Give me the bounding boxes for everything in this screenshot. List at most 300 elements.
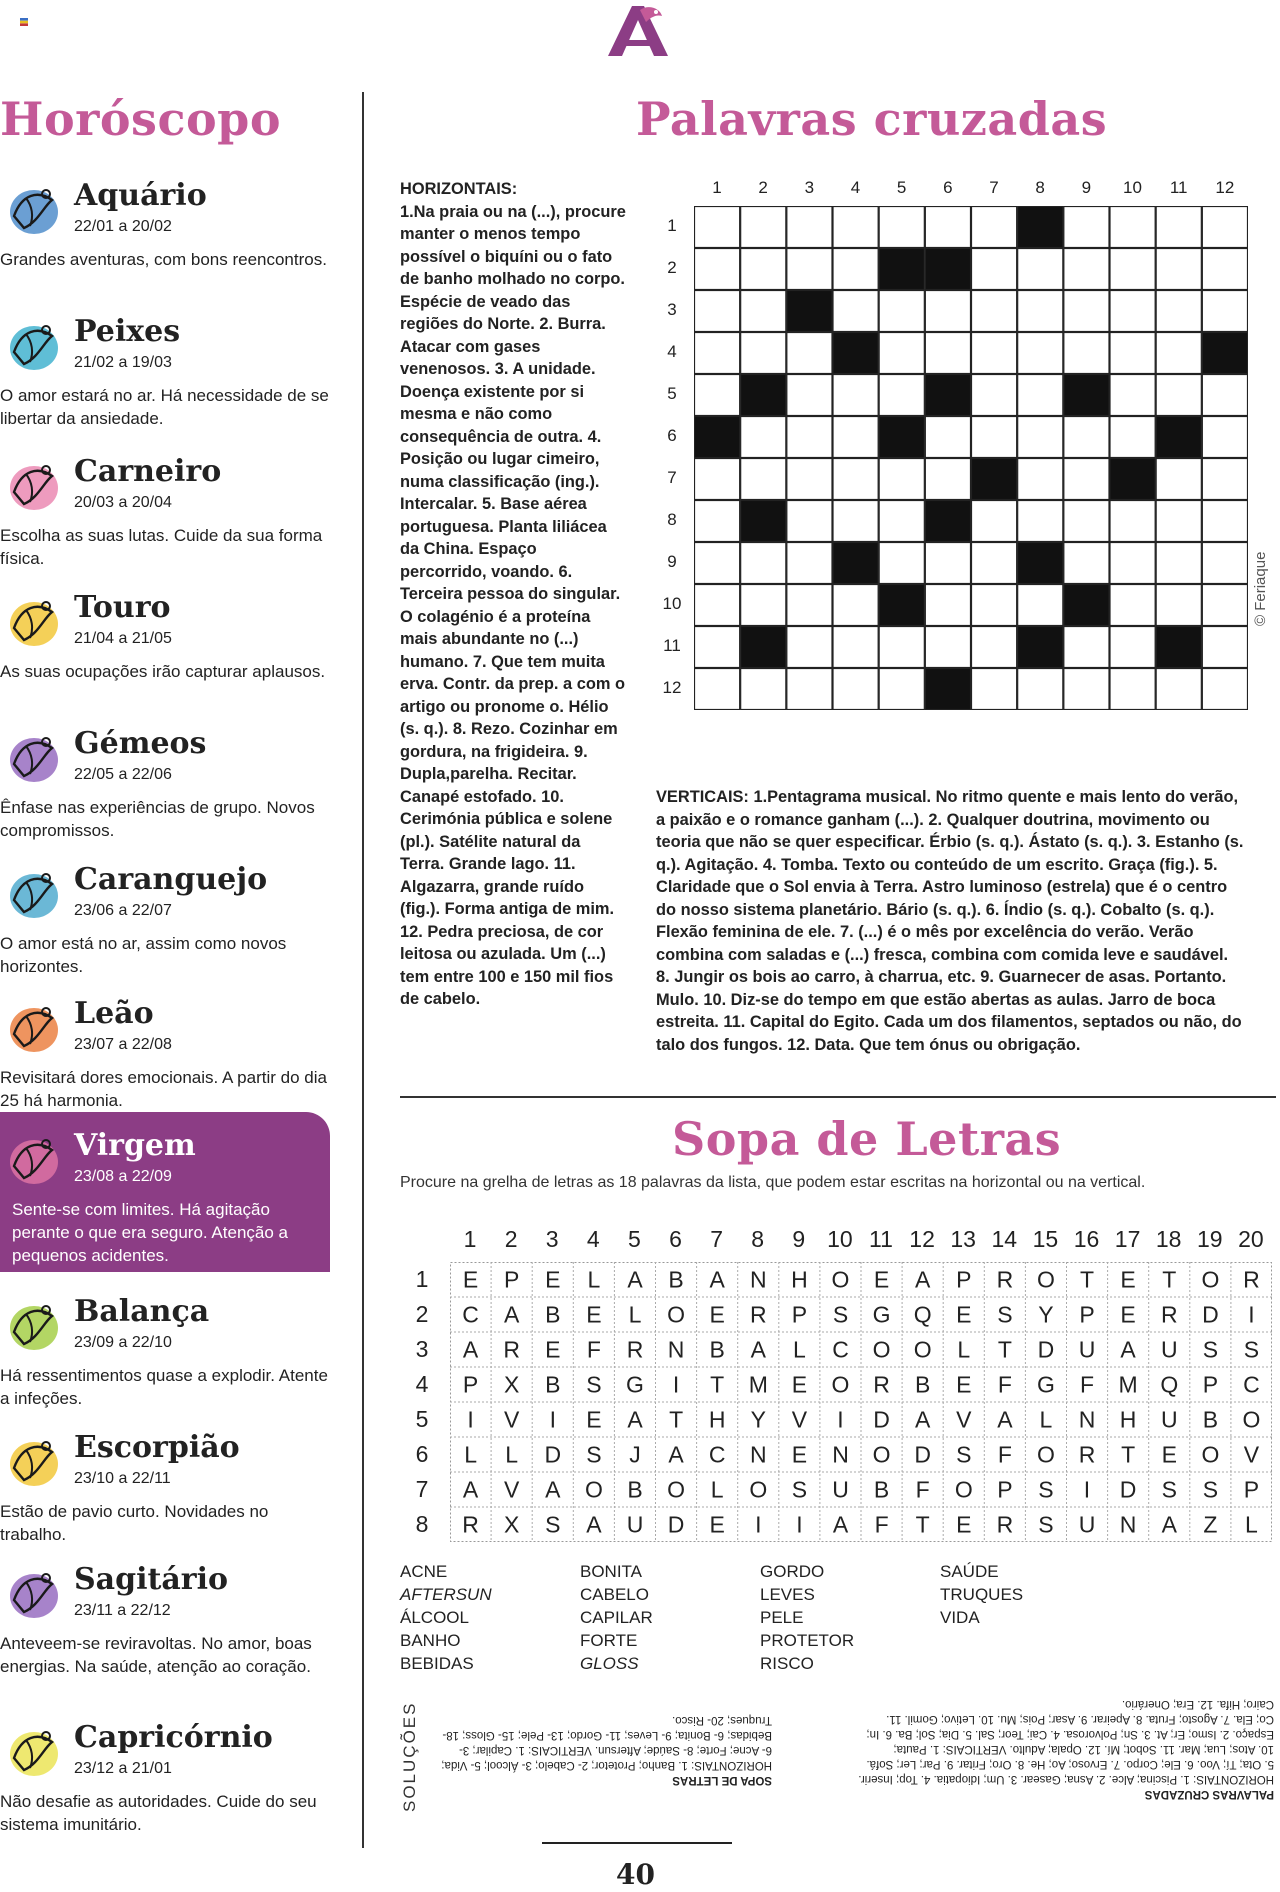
word-list-column bbox=[400, 1560, 492, 1675]
crossword-cell[interactable] bbox=[972, 207, 1017, 248]
vertical-label: VERTICAIS: bbox=[656, 788, 749, 806]
sign-dates: 22/05 a 22/06 bbox=[74, 766, 172, 783]
crossword-black-cell bbox=[1018, 627, 1063, 668]
wordsearch-instructions: Procure na grelha de letras as 18 palavras da lista, que podem estar escritas na horizontal ou na vertical. bbox=[400, 1174, 1146, 1191]
crossword-black-cell bbox=[1018, 543, 1063, 584]
sign-forecast: Estão de pavio curto. Novidades no trabalho. bbox=[0, 1502, 269, 1544]
crossword-row-number: 12 bbox=[662, 678, 682, 697]
crossword-cell[interactable] bbox=[787, 459, 832, 500]
wordsearch-col-number: 14 bbox=[991, 1226, 1018, 1252]
crossword-cell[interactable] bbox=[741, 207, 786, 248]
wordsearch-grid bbox=[450, 1262, 1272, 1542]
sign-name: Touro bbox=[74, 590, 171, 625]
wordsearch-col-number: 9 bbox=[792, 1226, 806, 1252]
solutions-crossword bbox=[858, 1696, 1274, 1801]
crossword-cell[interactable] bbox=[879, 543, 924, 584]
word-list-item: SAÚDE bbox=[940, 1562, 999, 1581]
crossword-cell[interactable] bbox=[1110, 291, 1155, 332]
wordsearch-row[interactable]: PXBSGITMEORBEFGFMQPC bbox=[462, 1371, 1260, 1398]
solutions-crossword-text: HORIZONTAIS: 1. Piscina; Alce. 2. Asna; Gasear. 3. Um; Idiopatia. 4. Top; Inserir. 5. Ota; Tí; Voo. 6. Ele; Corpo. 7. Ervoso; Ao; He. 8. Oro; Fritar. 9. Par; Ler; Sofá. 10. Atos; Lua; Mar. 11. Sobot; Mí. 12. Opala; Adulto. VERTICAIS: 1. Pauta; Espaço. 2. Ismo; Er; At. 3. Sn; Polvorosa. 4. Cai; Teor; Sal. 5. Dia; Sol; Ba. 6. In; Co; Ela. 7. Agosto; Fruta. 8. Apeirar. 9. Asar; Pois; Mu. 10. Letivo; Gomil. 11. Cairo; Hifa. 12. Era; Onerário. bbox=[858, 1698, 1274, 1785]
crossword-col-number: 7 bbox=[989, 178, 999, 197]
corner-mark-icon bbox=[20, 18, 28, 26]
word-list-item: GLOSS bbox=[580, 1654, 639, 1673]
crossword-cell[interactable] bbox=[787, 417, 832, 458]
crossword-col-number: 5 bbox=[896, 178, 907, 197]
crossword-cell[interactable] bbox=[925, 333, 970, 374]
crossword-cell[interactable] bbox=[972, 375, 1017, 416]
vertical-clues-text: 1.Pentagrama musical. No ritmo quente e mais lento do verão, a paixão e o romance ganham (...). 2. Qualquer doutrina, movimento ou teoria que não se quer especificar. Érbio (s. q.). Ástato (s. q.). 3. Estanho (s. q.). Agitação. 4. Tomba. Texto ou conteúdo de um escrito. Graça (fig.). 5. Claridade que o Sol envia à Terra. Astro luminoso (estrela) que é o centro do nosso sistema planetário. Bário (s. q.). 6. Índio (s. q.). Cobalto (s. q.). Flexão feminina de ele. 7. (...) é o mês por excelência do verão. Verão combina com saladas e (...) fresca, combina com comida leve e saudável. 8. Jungir os bois ao carro, à charrua, etc. 9. Guarnecer de asas. Portanto. Mulo. 10. Diz-se do tempo em que estão abertas as aulas. Jarro de boca estreita. 11. Capital do Egito. Cada um dos filamentos, septados ou não, do talo dos fungos. 12. Data. Que tem ónus ou obrigação. bbox=[656, 788, 1244, 1054]
wordsearch-row[interactable]: AVAOBOLOSUBFOPSIDSSP bbox=[462, 1476, 1260, 1503]
sign-name: Escorpião bbox=[74, 1430, 240, 1465]
crossword-cell[interactable] bbox=[695, 375, 740, 416]
wordsearch-row-number: 4 bbox=[415, 1371, 429, 1397]
crossword-cell[interactable] bbox=[1110, 585, 1155, 626]
crossword-cell[interactable] bbox=[879, 459, 924, 500]
crossword-cell[interactable] bbox=[833, 249, 878, 290]
carneiro-zodiac-icon bbox=[4, 452, 66, 518]
horoscope-title: Horóscopo bbox=[0, 92, 281, 146]
crossword-title: Palavras cruzadas bbox=[636, 92, 1108, 146]
sign-name: Leão bbox=[74, 996, 154, 1031]
crossword-cell[interactable] bbox=[741, 249, 786, 290]
crossword-col-number: 3 bbox=[804, 178, 815, 197]
crossword-cell[interactable] bbox=[1156, 249, 1201, 290]
crossword-black-cell bbox=[741, 375, 786, 416]
crossword-cell[interactable] bbox=[1110, 627, 1155, 668]
crossword-cell[interactable] bbox=[1064, 501, 1109, 542]
crossword-row-number: 11 bbox=[663, 636, 681, 655]
word-list-item: RISCO bbox=[760, 1654, 814, 1673]
crossword-black-cell bbox=[1202, 333, 1247, 374]
crossword-cell[interactable] bbox=[1202, 291, 1247, 332]
crossword-black-cell bbox=[833, 333, 878, 374]
wordsearch-col-number: 20 bbox=[1238, 1226, 1264, 1252]
wordsearch-row-number: 3 bbox=[415, 1336, 429, 1362]
crossword-cell[interactable] bbox=[1202, 207, 1247, 248]
crossword-cell[interactable] bbox=[787, 333, 832, 374]
crossword-col-number: 4 bbox=[850, 178, 861, 197]
wordsearch-col-number: 2 bbox=[504, 1226, 518, 1252]
crossword-cell[interactable] bbox=[925, 291, 970, 332]
footer-line bbox=[542, 1842, 732, 1844]
crossword-cell[interactable] bbox=[879, 207, 924, 248]
sign-name: Carneiro bbox=[74, 454, 222, 489]
word-list-item: FORTE bbox=[580, 1631, 638, 1650]
crossword-cell[interactable] bbox=[879, 375, 924, 416]
word-list-column bbox=[580, 1560, 653, 1675]
sign-dates: 23/06 a 22/07 bbox=[74, 902, 172, 919]
sign-name: Capricórnio bbox=[74, 1720, 273, 1755]
crossword-cell[interactable] bbox=[1064, 333, 1109, 374]
crossword-cell[interactable] bbox=[833, 207, 878, 248]
crossword-cell[interactable] bbox=[925, 585, 970, 626]
crossword-cell[interactable] bbox=[972, 627, 1017, 668]
crossword-cell[interactable] bbox=[1202, 543, 1247, 584]
crossword-cell[interactable] bbox=[1202, 417, 1247, 458]
crossword-cell[interactable] bbox=[925, 417, 970, 458]
crossword-cell[interactable] bbox=[1018, 669, 1063, 710]
crossword-black-cell bbox=[1064, 585, 1109, 626]
word-list-item: ACNE bbox=[400, 1562, 448, 1581]
crossword-cell[interactable] bbox=[833, 459, 878, 500]
crossword-cell[interactable] bbox=[972, 501, 1017, 542]
wordsearch-col-number: 10 bbox=[827, 1226, 853, 1252]
word-list-item: CAPILAR bbox=[580, 1608, 653, 1627]
crossword-cell[interactable] bbox=[741, 459, 786, 500]
sign-name: Sagitário bbox=[74, 1562, 228, 1597]
crossword-cell[interactable] bbox=[1156, 459, 1201, 500]
crossword-cell[interactable] bbox=[1018, 375, 1063, 416]
crossword-cell[interactable] bbox=[879, 627, 924, 668]
sign-forecast: Ênfase nas experiências de grupo. Novos compromissos. bbox=[0, 798, 315, 840]
sign-forecast: Revisitará dores emocionais. A partir do dia 25 há harmonia. bbox=[0, 1068, 327, 1110]
wordsearch-col-number: 5 bbox=[627, 1226, 641, 1252]
wordsearch-row-number: 6 bbox=[415, 1441, 429, 1467]
crossword-cell[interactable] bbox=[1110, 543, 1155, 584]
sign-dates: 23/08 a 22/09 bbox=[74, 1168, 172, 1185]
crossword-cell[interactable] bbox=[833, 291, 878, 332]
crossword-cell[interactable] bbox=[972, 543, 1017, 584]
sign-forecast: As suas ocupações irão capturar aplausos. bbox=[0, 662, 326, 681]
word-list-item: TRUQUES bbox=[940, 1585, 1024, 1604]
wordsearch-row-number: 2 bbox=[415, 1301, 429, 1327]
wordsearch-col-number: 15 bbox=[1032, 1226, 1059, 1252]
sign-forecast: Escolha as suas lutas. Cuide da sua forma física. bbox=[0, 526, 323, 568]
crossword-cell[interactable] bbox=[1018, 585, 1063, 626]
crossword-cell[interactable] bbox=[1110, 501, 1155, 542]
crossword-black-cell bbox=[787, 291, 832, 332]
crossword-black-cell bbox=[879, 585, 924, 626]
crossword-cell[interactable] bbox=[879, 669, 924, 710]
crossword-col-number: 6 bbox=[943, 178, 953, 197]
crossword-cell[interactable] bbox=[695, 459, 740, 500]
crossword-col-number: 8 bbox=[1035, 178, 1045, 197]
crossword-cell[interactable] bbox=[1018, 417, 1063, 458]
wordsearch-row[interactable]: AREFRNBALCOOLTDUAUSS bbox=[462, 1336, 1260, 1363]
word-list-item: ÁLCOOL bbox=[400, 1608, 469, 1627]
crossword-black-cell bbox=[925, 249, 970, 290]
crossword-cell[interactable] bbox=[1064, 459, 1109, 500]
wordsearch-row-number: 8 bbox=[415, 1511, 429, 1537]
crossword-cell[interactable] bbox=[833, 627, 878, 668]
crossword-black-cell bbox=[1110, 459, 1155, 500]
sign-name: Caranguejo bbox=[74, 862, 268, 897]
touro-zodiac-icon bbox=[4, 588, 66, 654]
solutions-wordsearch-title: SOPA DE LETRAS bbox=[672, 1774, 772, 1786]
crossword-row-number: 7 bbox=[667, 468, 677, 487]
sagitario-zodiac-icon bbox=[4, 1560, 66, 1626]
word-list-item: BEBIDAS bbox=[400, 1654, 474, 1673]
crossword-cell[interactable] bbox=[1110, 375, 1155, 416]
sign-dates: 21/02 a 19/03 bbox=[74, 354, 172, 371]
crossword-black-cell bbox=[925, 669, 970, 710]
word-list-item: GORDO bbox=[760, 1562, 825, 1581]
crossword-cell[interactable] bbox=[695, 333, 740, 374]
sign-dates: 23/10 a 22/11 bbox=[74, 1470, 171, 1487]
crossword-col-number: 1 bbox=[712, 178, 722, 197]
crossword-cell[interactable] bbox=[695, 585, 740, 626]
crossword-cell[interactable] bbox=[1018, 459, 1063, 500]
sign-name: Virgem bbox=[74, 1128, 196, 1163]
crossword-cell[interactable] bbox=[879, 501, 924, 542]
crossword-cell[interactable] bbox=[1202, 627, 1247, 668]
word-list-column bbox=[940, 1560, 1023, 1629]
sign-virgem bbox=[0, 1112, 330, 1272]
crossword-cell[interactable] bbox=[695, 207, 740, 248]
crossword-cell[interactable] bbox=[787, 207, 832, 248]
crossword-cell[interactable] bbox=[1202, 585, 1247, 626]
sign-forecast: O amor está no ar, assim como novos horizontes. bbox=[0, 934, 287, 976]
sign-dates: 23/11 a 22/12 bbox=[74, 1602, 171, 1619]
crossword-black-cell bbox=[741, 627, 786, 668]
crossword-cell[interactable] bbox=[925, 207, 970, 248]
wordsearch-col-number: 1 bbox=[463, 1226, 477, 1252]
crossword-black-cell bbox=[925, 501, 970, 542]
crossword-cell[interactable] bbox=[1064, 417, 1109, 458]
crossword-cell[interactable] bbox=[787, 501, 832, 542]
crossword-cell[interactable] bbox=[833, 417, 878, 458]
peixes-zodiac-icon bbox=[4, 312, 66, 378]
caranguejo-zodiac-icon bbox=[4, 860, 66, 926]
crossword-cell[interactable] bbox=[833, 585, 878, 626]
wordsearch-col-number: 18 bbox=[1155, 1226, 1182, 1252]
crossword-cell[interactable] bbox=[925, 543, 970, 584]
crossword-cell[interactable] bbox=[741, 669, 786, 710]
word-list-item: PELE bbox=[760, 1608, 804, 1627]
sign-forecast: Sente-se com limites. Há agitação perante o que era seguro. Atenção a pequenos acidentes. bbox=[12, 1200, 288, 1265]
solutions-label: SOLUÇÕES bbox=[400, 1701, 419, 1812]
crossword-cell[interactable] bbox=[972, 417, 1017, 458]
crossword-col-number: 11 bbox=[1169, 178, 1188, 197]
crossword-cell[interactable] bbox=[1156, 543, 1201, 584]
crossword-row-number: 8 bbox=[667, 510, 677, 529]
word-list-item: PROTETOR bbox=[760, 1631, 855, 1650]
wordsearch-row[interactable]: EPELABANHOEAPROTETOR bbox=[462, 1266, 1260, 1293]
sign-name: Peixes bbox=[74, 314, 181, 349]
word-list-item: LEVES bbox=[760, 1585, 815, 1604]
sign-dates: 23/07 a 22/08 bbox=[74, 1036, 172, 1053]
crossword-cell[interactable] bbox=[1202, 501, 1247, 542]
page-number: 40 bbox=[616, 1858, 655, 1891]
wordsearch-row-number: 7 bbox=[415, 1476, 429, 1502]
column-divider bbox=[362, 92, 364, 1848]
crossword-cell[interactable] bbox=[695, 501, 740, 542]
crossword-cell[interactable] bbox=[1156, 291, 1201, 332]
crossword-credit: © Feriaque bbox=[1252, 551, 1269, 626]
word-list-item: CABELO bbox=[580, 1585, 649, 1604]
crossword-row-number: 3 bbox=[667, 300, 677, 319]
sign-dates: 23/09 a 22/10 bbox=[74, 1334, 172, 1351]
word-list-item: VIDA bbox=[940, 1608, 980, 1627]
crossword-black-cell bbox=[879, 417, 924, 458]
crossword-cell[interactable] bbox=[1064, 669, 1109, 710]
crossword-cell[interactable] bbox=[1202, 375, 1247, 416]
sign-name: Gémeos bbox=[74, 726, 207, 761]
crossword-horizontal-clues bbox=[400, 178, 626, 1011]
crossword-cell[interactable] bbox=[972, 585, 1017, 626]
crossword-cell[interactable] bbox=[879, 291, 924, 332]
crossword-cell[interactable] bbox=[1156, 669, 1201, 710]
crossword-row-number: 4 bbox=[667, 342, 677, 361]
crossword-col-number: 9 bbox=[1081, 178, 1092, 197]
brand-logo-icon bbox=[604, 0, 672, 60]
crossword-cell[interactable] bbox=[1064, 207, 1109, 248]
word-list-item: BANHO bbox=[400, 1631, 461, 1650]
sign-forecast: O amor estará no ar. Há necessidade de se libertar da ansiedade. bbox=[0, 386, 329, 428]
crossword-cell[interactable] bbox=[787, 585, 832, 626]
wordsearch-row[interactable]: RXSAUDEIIAFTERSUNAZL bbox=[462, 1511, 1258, 1538]
crossword-cell[interactable] bbox=[833, 501, 878, 542]
crossword-cell[interactable] bbox=[925, 627, 970, 668]
sign-forecast: Grandes aventuras, com bons reencontros. bbox=[0, 250, 327, 269]
solutions-crossword-title: PALAVRAS CRUZADAS bbox=[1144, 1788, 1274, 1800]
crossword-col-number: 12 bbox=[1215, 178, 1235, 197]
sign-forecast: Anteveem-se reviravoltas. No amor, boas energias. Na saúde, atenção ao coração. bbox=[0, 1634, 312, 1676]
crossword-cell[interactable] bbox=[787, 627, 832, 668]
sign-dates: 21/04 a 21/05 bbox=[74, 630, 172, 647]
crossword-cell[interactable] bbox=[741, 291, 786, 332]
crossword-row-number: 1 bbox=[667, 216, 677, 235]
wordsearch-col-number: 17 bbox=[1114, 1226, 1141, 1252]
wordsearch-col-number: 12 bbox=[909, 1226, 935, 1252]
wordsearch-col-number: 19 bbox=[1197, 1226, 1223, 1252]
crossword-cell[interactable] bbox=[741, 417, 786, 458]
crossword-cell[interactable] bbox=[741, 585, 786, 626]
capricornio-zodiac-icon bbox=[4, 1718, 66, 1784]
crossword-cell[interactable] bbox=[787, 249, 832, 290]
sign-dates: 22/01 a 20/02 bbox=[74, 218, 172, 235]
crossword-cell[interactable] bbox=[972, 291, 1017, 332]
wordsearch-col-number: 13 bbox=[950, 1226, 976, 1252]
crossword-black-cell bbox=[972, 459, 1017, 500]
sign-forecast: Há ressentimentos quase a explodir. Atente a infeções. bbox=[0, 1366, 328, 1408]
wordsearch-col-number: 8 bbox=[751, 1226, 765, 1252]
crossword-black-cell bbox=[879, 249, 924, 290]
crossword-grid bbox=[694, 206, 1248, 710]
crossword-cell[interactable] bbox=[787, 669, 832, 710]
crossword-cell[interactable] bbox=[972, 333, 1017, 374]
virgem-zodiac-icon bbox=[4, 1126, 66, 1192]
crossword-black-cell bbox=[1156, 627, 1201, 668]
crossword-cell[interactable] bbox=[925, 459, 970, 500]
crossword-cell[interactable] bbox=[1156, 207, 1201, 248]
wordsearch-col-number: 4 bbox=[586, 1226, 600, 1252]
sign-name: Aquário bbox=[74, 178, 207, 213]
wordsearch-col-number: 11 bbox=[869, 1226, 893, 1252]
wordsearch-col-number: 7 bbox=[710, 1226, 723, 1252]
crossword-cell[interactable] bbox=[695, 291, 740, 332]
aquario-zodiac-icon bbox=[4, 176, 66, 242]
wordsearch-row[interactable]: IVIEATHYVIDAVALNHUBO bbox=[467, 1406, 1261, 1433]
crossword-cell[interactable] bbox=[1064, 291, 1109, 332]
crossword-cell[interactable] bbox=[972, 249, 1017, 290]
crossword-black-cell bbox=[1064, 375, 1109, 416]
crossword-cell[interactable] bbox=[1110, 249, 1155, 290]
sign-dates: 20/03 a 20/04 bbox=[74, 494, 172, 511]
sign-name: Balança bbox=[74, 1294, 210, 1329]
crossword-cell[interactable] bbox=[1110, 333, 1155, 374]
crossword-cell[interactable] bbox=[1156, 375, 1201, 416]
crossword-cell[interactable] bbox=[1064, 543, 1109, 584]
crossword-col-number: 10 bbox=[1123, 178, 1142, 197]
crossword-cell[interactable] bbox=[787, 543, 832, 584]
crossword-cell[interactable] bbox=[1018, 333, 1063, 374]
word-list-item: BONITA bbox=[580, 1562, 643, 1581]
crossword-cell[interactable] bbox=[833, 375, 878, 416]
wordsearch-col-number: 3 bbox=[545, 1226, 559, 1252]
wordsearch-row[interactable]: CABELOERPSGQESYPERDI bbox=[462, 1301, 1255, 1328]
crossword-cell[interactable] bbox=[1156, 333, 1201, 374]
crossword-cell[interactable] bbox=[972, 669, 1017, 710]
crossword-col-number: 2 bbox=[758, 178, 768, 197]
crossword-cell[interactable] bbox=[1064, 249, 1109, 290]
leao-zodiac-icon bbox=[4, 994, 66, 1060]
solutions-wordsearch-text: HORIZONTAIS: 1. Banho; Protetor; 2- Cabelo; 3- Álcool; 5- Vida; 6- Acne; Forte; 8- Saúde; Aftersun. VERTICAIS: 1. Capilar; 3- Bebidas; 6- Bonita; 9- Leves; 11- Gordo; 13- Pele; 15- Gloss; 18- Truques; 20- Risco. bbox=[441, 1714, 772, 1771]
crossword-cell[interactable] bbox=[1018, 249, 1063, 290]
crossword-cell[interactable] bbox=[1018, 291, 1063, 332]
crossword-row-number: 5 bbox=[667, 384, 677, 403]
wordsearch-row-number: 1 bbox=[415, 1266, 429, 1292]
crossword-row-number: 6 bbox=[667, 426, 677, 445]
crossword-cell[interactable] bbox=[695, 627, 740, 668]
crossword-row-number: 9 bbox=[667, 552, 677, 571]
balanca-zodiac-icon bbox=[4, 1292, 66, 1358]
crossword-cell[interactable] bbox=[1156, 585, 1201, 626]
crossword-cell[interactable] bbox=[1110, 207, 1155, 248]
crossword-vertical-clues bbox=[656, 786, 1246, 1056]
crossword-cell[interactable] bbox=[1110, 417, 1155, 458]
section-divider bbox=[400, 1096, 1276, 1098]
escorpiao-zodiac-icon bbox=[4, 1428, 66, 1494]
horizontal-clues-text: 1.Na praia ou na (...), procure manter o menos tempo possível o biquíni ou o fato de banho molhado no corpo. Espécie de veado das regiões do Norte. 2. Burra. Atacar com gases venenosos. 3. A unidade. Doença existente por si mesma e não como consequência de outra. 4. Posição ou lugar cimeiro, numa classificação (ing.). Intercalar. 5. Base aérea portuguesa. Planta liliácea da China. Espaço percorrido, voando. 6. Terceira pessoa do singular. O colagénio é a proteína mais abundante no (...) humano. 7. Que tem muita erva. Contr. da prep. a com o artigo ou pronome o. Hélio (s. q.). 8. Rezo. Cozinhar em gordura, na frigideira. 9. Dupla,parelha. Recitar. Canapé estofado. 10. Cerimónia pública e solene (pl.). Satélite natural da Terra. Grande lago. 11. Algazarra, grande ruído (fig.). Forma antiga de mim. 12. Pedra preciosa, de cor leitosa ou azulada. Um (...) tem entre 100 e 150 mil fios de cabelo. bbox=[400, 202, 626, 1008]
crossword-cell[interactable] bbox=[695, 543, 740, 584]
crossword-cell[interactable] bbox=[787, 375, 832, 416]
crossword-cell[interactable] bbox=[695, 669, 740, 710]
crossword-row-number: 2 bbox=[667, 258, 677, 277]
crossword-cell[interactable] bbox=[741, 333, 786, 374]
crossword-cell[interactable] bbox=[1018, 501, 1063, 542]
sign-dates: 23/12 a 21/01 bbox=[74, 1760, 172, 1777]
crossword-cell[interactable] bbox=[1202, 249, 1247, 290]
word-list-item: AFTERSUN bbox=[400, 1585, 492, 1604]
wordsearch-col-number: 6 bbox=[669, 1226, 682, 1252]
crossword-cell[interactable] bbox=[1156, 501, 1201, 542]
sign-forecast: Não desafie as autoridades. Cuide do seu sistema imunitário. bbox=[0, 1792, 317, 1834]
crossword-cell[interactable] bbox=[833, 669, 878, 710]
crossword-black-cell bbox=[833, 543, 878, 584]
wordsearch-row-number: 5 bbox=[415, 1406, 429, 1432]
wordsearch-title: Sopa de Letras bbox=[672, 1112, 1062, 1166]
crossword-cell[interactable] bbox=[695, 249, 740, 290]
word-list-column bbox=[760, 1560, 854, 1675]
wordsearch-row[interactable]: LLDSJACNENODSFORTEOV bbox=[464, 1441, 1260, 1468]
solutions-wordsearch bbox=[432, 1712, 772, 1787]
crossword-black-cell bbox=[741, 501, 786, 542]
crossword-black-cell bbox=[925, 375, 970, 416]
wordsearch-col-number: 16 bbox=[1073, 1226, 1100, 1252]
crossword-row-number: 10 bbox=[662, 594, 682, 613]
crossword-cell[interactable] bbox=[741, 543, 786, 584]
horizontal-label: HORIZONTAIS: bbox=[400, 180, 518, 198]
crossword-cell[interactable] bbox=[1202, 669, 1247, 710]
crossword-black-cell bbox=[1018, 207, 1063, 248]
crossword-cell[interactable] bbox=[879, 333, 924, 374]
crossword-cell[interactable] bbox=[1064, 627, 1109, 668]
crossword-black-cell bbox=[1156, 417, 1201, 458]
crossword-cell[interactable] bbox=[1110, 669, 1155, 710]
crossword-cell[interactable] bbox=[1202, 459, 1247, 500]
gemeos-zodiac-icon bbox=[4, 724, 66, 790]
